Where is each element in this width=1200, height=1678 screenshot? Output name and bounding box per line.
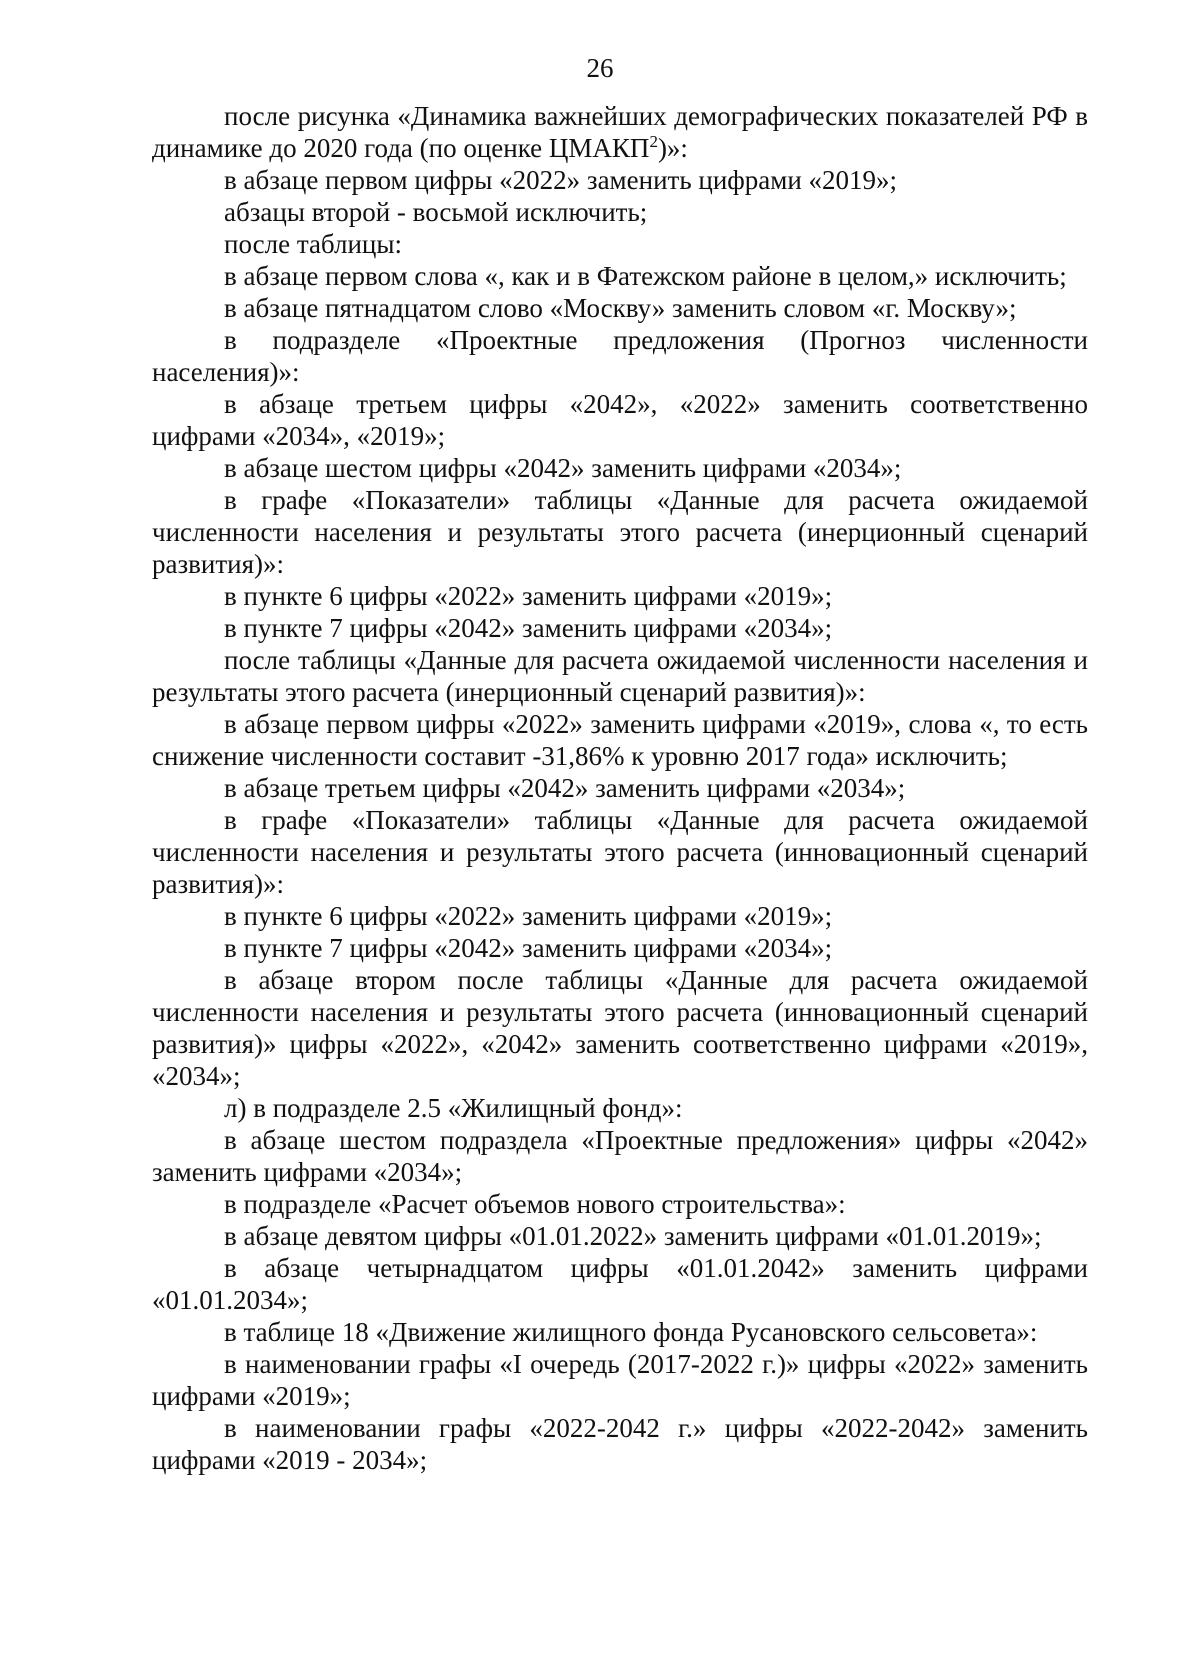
paragraph-1 bbox=[152, 100, 1088, 164]
paragraph-19: в абзаце втором после таблицы «Данные для расчета ожидаемой численности населения и результаты этого расчета (инновационный сценарий развития)» цифры «2022», «2042» заменить соответственно цифрами «2019», «2034»; bbox=[152, 965, 1088, 1091]
paragraph-21: в абзаце шестом подраздела «Проектные предложения» цифры «2042» заменить цифрами «2034»; bbox=[152, 1125, 1088, 1187]
paragraph-23: в абзаце девятом цифры «01.01.2022» заменить цифрами «01.01.2019»; bbox=[224, 1221, 1042, 1251]
paragraph-3: абзацы второй - восьмой исключить; bbox=[224, 197, 648, 227]
paragraph-text: после рисунка «Динамика важнейших демографических показателей РФ в динамике до 2020 года (по оценке ЦМАКП bbox=[152, 101, 1088, 163]
paragraph-7: в подразделе «Проектные предложения (Прогноз численности населения)»: bbox=[152, 325, 1088, 387]
paragraph-22: в подразделе «Расчет объемов нового строительства»: bbox=[224, 1189, 846, 1219]
paragraph-6: в абзаце пятнадцатом слово «Москву» заменить словом «г. Москву»; bbox=[224, 293, 1017, 323]
paragraph-24: в абзаце четырнадцатом цифры «01.01.2042» заменить цифрами «01.01.2034»; bbox=[152, 1253, 1088, 1315]
paragraph-25: в таблице 18 «Движение жилищного фонда Русановского сельсовета»: bbox=[224, 1317, 1038, 1347]
paragraph-14: в абзаце первом цифры «2022» заменить цифрами «2019», слова «, то есть снижение численности составит -31,86% к уровню 2017 года» исключить; bbox=[152, 709, 1088, 771]
paragraph-2: в абзаце первом цифры «2022» заменить цифрами «2019»; bbox=[224, 165, 898, 195]
page-number: 26 bbox=[586, 53, 614, 83]
document-body bbox=[152, 100, 1088, 1476]
paragraph-5: в абзаце первом слова «, как и в Фатежском районе в целом,» исключить; bbox=[224, 261, 1067, 291]
paragraph-15: в абзаце третьем цифры «2042» заменить цифрами «2034»; bbox=[224, 773, 906, 803]
paragraph-20: л) в подразделе 2.5 «Жилищный фонд»: bbox=[224, 1093, 683, 1123]
paragraph-10: в графе «Показатели» таблицы «Данные для расчета ожидаемой численности населения и результаты этого расчета (инерционный сценарий развития)»: bbox=[152, 485, 1088, 579]
paragraph-13: после таблицы «Данные для расчета ожидаемой численности населения и результаты этого расчета (инерционный сценарий развития)»: bbox=[152, 645, 1088, 707]
paragraph-18: в пункте 7 цифры «2042» заменить цифрами «2034»; bbox=[224, 933, 833, 963]
paragraph-4: после таблицы: bbox=[224, 229, 403, 259]
paragraph-27: в наименовании графы «2022-2042 г.» цифры «2022-2042» заменить цифрами «2019 - 2034»; bbox=[152, 1413, 1088, 1475]
paragraph-12: в пункте 7 цифры «2042» заменить цифрами «2034»; bbox=[224, 613, 833, 643]
footnote-ref: 2 bbox=[649, 132, 658, 151]
paragraph-16: в графе «Показатели» таблицы «Данные для расчета ожидаемой численности населения и результаты этого расчета (инновационный сценарий развития)»: bbox=[152, 805, 1088, 899]
paragraph-17: в пункте 6 цифры «2022» заменить цифрами «2019»; bbox=[224, 901, 833, 931]
paragraph-text-end: )»: bbox=[657, 133, 688, 163]
paragraph-8: в абзаце третьем цифры «2042», «2022» заменить соответственно цифрами «2034», «2019»; bbox=[152, 389, 1088, 451]
paragraph-11: в пункте 6 цифры «2022» заменить цифрами «2019»; bbox=[224, 581, 833, 611]
paragraph-26: в наименовании графы «I очередь (2017-2022 г.)» цифры «2022» заменить цифрами «2019»; bbox=[152, 1349, 1088, 1411]
paragraph-9: в абзаце шестом цифры «2042» заменить цифрами «2034»; bbox=[224, 453, 902, 483]
